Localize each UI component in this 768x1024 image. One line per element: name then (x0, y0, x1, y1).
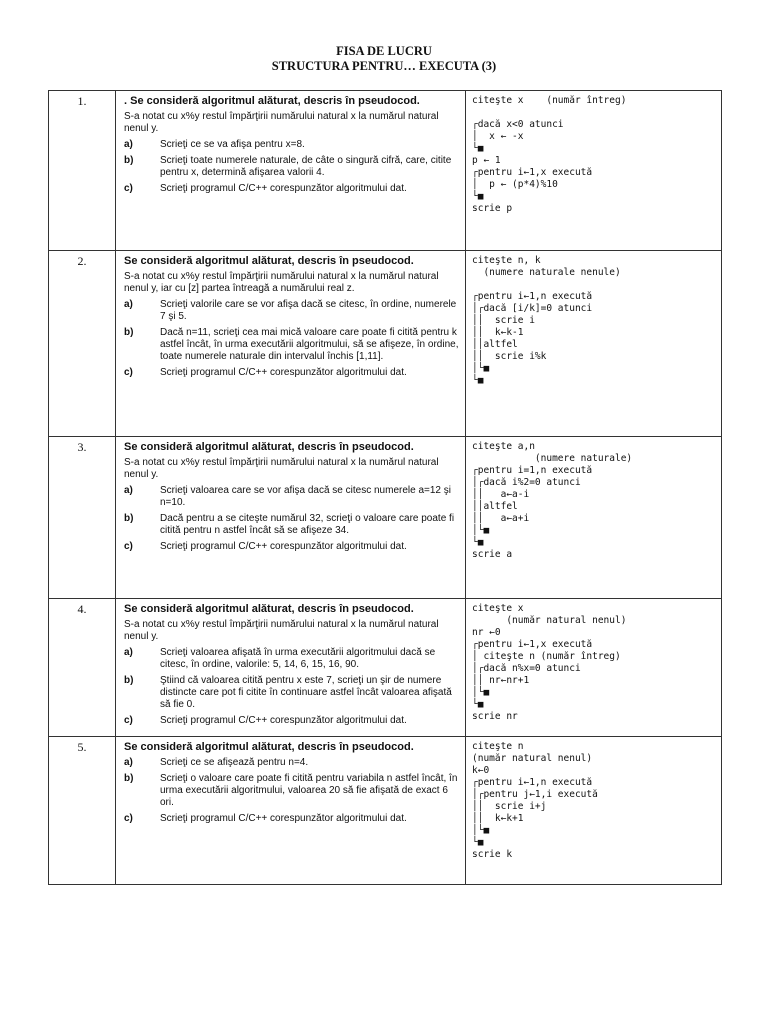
exercise-item (124, 327, 459, 363)
item-text: Scrieţi programul C/C++ corespunzător algoritmului dat. (160, 715, 407, 726)
pseudocode-line: ││ nr←nr+1 (472, 675, 530, 686)
exercise-statement (116, 599, 466, 737)
pseudocode-line: │└■ (472, 525, 490, 536)
pseudocode-line: │└■ (472, 363, 490, 374)
pseudocode-line: ││ k←k+1 (472, 813, 524, 824)
pseudocode-line: │└■ (472, 825, 490, 836)
item-text: Scrieţi ce se afişează pentru n=4. (160, 757, 309, 768)
pseudocode-line: ││altfel (472, 501, 518, 512)
exercise-heading: Se consideră algoritmul alăturat, descris în pseudocod. (124, 741, 414, 753)
pseudocode-line: │└■ (472, 687, 490, 698)
exercise-item (124, 773, 459, 809)
exercise-intro: S-a notat cu x%y restul împărţirii numărului natural x la numărul natural nenul y. (124, 457, 439, 480)
exercise-number: 3. (49, 437, 116, 599)
pseudocode-block (466, 737, 722, 885)
item-text: Scrieţi o valoare care poate fi citită pentru variabila n astfel încât, în urma executării algoritmului, valoarea 20 să fie afişată de exact 6 ori. (160, 773, 458, 808)
worksheet-header (0, 44, 768, 74)
pseudocode-line: (numere naturale nenule) (472, 267, 621, 278)
pseudocode-line: └■ (472, 837, 484, 848)
item-label: a) (124, 485, 133, 496)
pseudocode-line: ││ scrie i (472, 315, 535, 326)
item-text: Scrieţi programul C/C++ corespunzător algoritmului dat. (160, 541, 407, 552)
pseudocode-line: ┌pentru i=1,n execută (472, 465, 593, 476)
exercise-item (124, 139, 459, 151)
item-label: c) (124, 813, 133, 824)
exercise-item (124, 715, 459, 727)
pseudocode-line: └■ (472, 699, 484, 710)
item-text: Ştiind că valoarea citită pentru x este 7, scrieţi un şir de numere distincte care pot fi citite în continuare astfel încât valoarea afişată să fie 0. (160, 675, 452, 710)
exercise-statement (116, 437, 466, 599)
pseudocode-block (466, 251, 722, 437)
exercise-heading: Se consideră algoritmul alăturat, descris în pseudocod. (124, 603, 414, 615)
pseudocode-line: scrie a (472, 549, 513, 560)
exercise-item (124, 513, 459, 537)
exercise-row (49, 737, 722, 885)
exercise-item (124, 675, 459, 711)
exercise-statement (116, 737, 466, 885)
exercise-item (124, 155, 459, 179)
pseudocode-line: (numere naturale) (472, 453, 633, 464)
pseudocode-line: │┌dacă i%2=0 atunci (472, 477, 581, 488)
item-text: Scrieţi programul C/C++ corespunzător algoritmului dat. (160, 813, 407, 824)
pseudocode-line (472, 279, 717, 291)
exercise-item (124, 485, 459, 509)
pseudocode-line: ││ k←k-1 (472, 327, 524, 338)
pseudocode-line: scrie p (472, 203, 513, 214)
item-label: c) (124, 183, 133, 194)
exercise-item (124, 541, 459, 553)
exercise-row (49, 251, 722, 437)
exercise-table (48, 90, 722, 885)
pseudocode-line: │ x ← -x (472, 131, 524, 142)
exercise-intro: S-a notat cu x%y restul împărţirii numărului natural x la numărul natural nenul y. (124, 111, 439, 134)
pseudocode-block (466, 599, 722, 737)
exercise-row (49, 91, 722, 251)
item-label: b) (124, 513, 134, 524)
item-label: b) (124, 327, 134, 338)
item-text: Scrieţi programul C/C++ corespunzător algoritmului dat. (160, 183, 407, 194)
item-text: Scrieţi valorile care se vor afişa dacă se citesc, în ordine, numerele 7 şi 5. (160, 299, 457, 322)
pseudocode-line: citeşte a,n (472, 441, 535, 452)
pseudocode-line: (număr natural nenul) (472, 753, 593, 764)
pseudocode-line: └■ (472, 191, 484, 202)
pseudocode-line: │ citeşte n (număr întreg) (472, 651, 621, 662)
exercise-statement (116, 251, 466, 437)
exercise-item (124, 813, 459, 825)
exercise-row (49, 437, 722, 599)
pseudocode-line (472, 107, 717, 119)
pseudocode-line: │┌dacă [i/k]=0 atunci (472, 303, 593, 314)
pseudocode-line: └■ (472, 143, 484, 154)
exercise-statement (116, 91, 466, 251)
item-label: c) (124, 541, 133, 552)
pseudocode-line: ││ scrie i+j (472, 801, 547, 812)
exercise-heading: . Se consideră algoritmul alăturat, descris în pseudocod. (124, 95, 420, 107)
item-text: Scrieţi programul C/C++ corespunzător algoritmului dat. (160, 367, 407, 378)
exercise-item (124, 299, 459, 323)
pseudocode-line: ┌pentru i←1,n execută (472, 291, 593, 302)
item-text: Scrieţi toate numerele naturale, de câte o singură cifră, care, citite pentru x, determină afişarea valorii 4. (160, 155, 452, 178)
pseudocode-line: │┌dacă n%x=0 atunci (472, 663, 581, 674)
exercise-row (49, 599, 722, 737)
item-text: Scrieţi valoarea care se vor afişa dacă se citesc numerele a=12 şi n=10. (160, 485, 451, 508)
pseudocode-line: ││altfel (472, 339, 518, 350)
exercise-item (124, 647, 459, 671)
item-label: c) (124, 367, 133, 378)
pseudocode-line: │ p ← (p*4)%10 (472, 179, 558, 190)
exercise-heading: Se consideră algoritmul alăturat, descris în pseudocod. (124, 255, 414, 267)
pseudocode-line: citeşte n, k (472, 255, 541, 266)
pseudocode-line: k←0 (472, 765, 490, 776)
item-label: a) (124, 139, 133, 150)
item-label: a) (124, 299, 133, 310)
pseudocode-line: ┌pentru i←1,x execută (472, 167, 593, 178)
pseudocode-line: ┌pentru i←1,n execută (472, 777, 593, 788)
pseudocode-line: scrie nr (472, 711, 518, 722)
pseudocode-line: └■ (472, 537, 484, 548)
exercise-number: 2. (49, 251, 116, 437)
pseudocode-line: citeşte n (472, 741, 524, 752)
item-label: a) (124, 647, 133, 658)
exercise-number: 1. (49, 91, 116, 251)
worksheet-subtitle: STRUCTURA PENTRU… EXECUTA (3) (271, 59, 497, 73)
pseudocode-line: └■ (472, 375, 484, 386)
pseudocode-line: citeşte x (472, 603, 524, 614)
item-text: Scrieţi valoarea afişată în urma executării algoritmului dacă se citesc, în ordine, valorile: 5, 14, 6, 15, 16, 90. (160, 647, 436, 670)
item-label: b) (124, 773, 134, 784)
exercise-intro: S-a notat cu x%y restul împărţirii numărului natural x la numărul natural nenul y. (124, 619, 439, 642)
exercise-intro: S-a notat cu x%y restul împărţirii numărului natural x la numărul natural nenul y, iar cu [z] partea întreagă a numărului real z. (124, 271, 439, 294)
pseudocode-line: scrie k (472, 849, 513, 860)
pseudocode-line: ┌pentru i←1,x execută (472, 639, 593, 650)
exercise-item (124, 183, 459, 195)
exercise-item (124, 367, 459, 379)
pseudocode-line: ┌dacă x<0 atunci (472, 119, 564, 130)
pseudocode-line: ││ a←a+i (472, 513, 530, 524)
pseudocode-line: (număr natural nenul) (472, 615, 627, 626)
worksheet-title: FISA DE LUCRU (336, 44, 432, 58)
exercise-heading: Se consideră algoritmul alăturat, descris în pseudocod. (124, 441, 414, 453)
item-text: Dacă pentru a se citeşte numărul 32, scrieţi o valoare care poate fi citită pentru n astfel încât să se afişeze 34. (160, 513, 455, 536)
exercise-number: 5. (49, 737, 116, 885)
pseudocode-block (466, 91, 722, 251)
pseudocode-line: │┌pentru j←1,i execută (472, 789, 598, 800)
exercise-item (124, 757, 459, 769)
item-text: Dacă n=11, scrieţi cea mai mică valoare care poate fi citită pentru k astfel încât, în urma executării algoritmului, să se afişeze, în ordine, toate numerele naturale din intervalul închis [1,11]. (160, 327, 459, 362)
exercise-number: 4. (49, 599, 116, 737)
item-label: c) (124, 715, 133, 726)
pseudocode-line: nr ←0 (472, 627, 501, 638)
item-text: Scrieţi ce se va afişa pentru x=8. (160, 139, 305, 150)
item-label: a) (124, 757, 133, 768)
pseudocode-line: citeşte x (număr întreg) (472, 95, 627, 106)
item-label: b) (124, 675, 134, 686)
pseudocode-line: ││ a←a-i (472, 489, 530, 500)
pseudocode-line: ││ scrie i%k (472, 351, 547, 362)
pseudocode-line: p ← 1 (472, 155, 501, 166)
item-label: b) (124, 155, 134, 166)
pseudocode-block (466, 437, 722, 599)
